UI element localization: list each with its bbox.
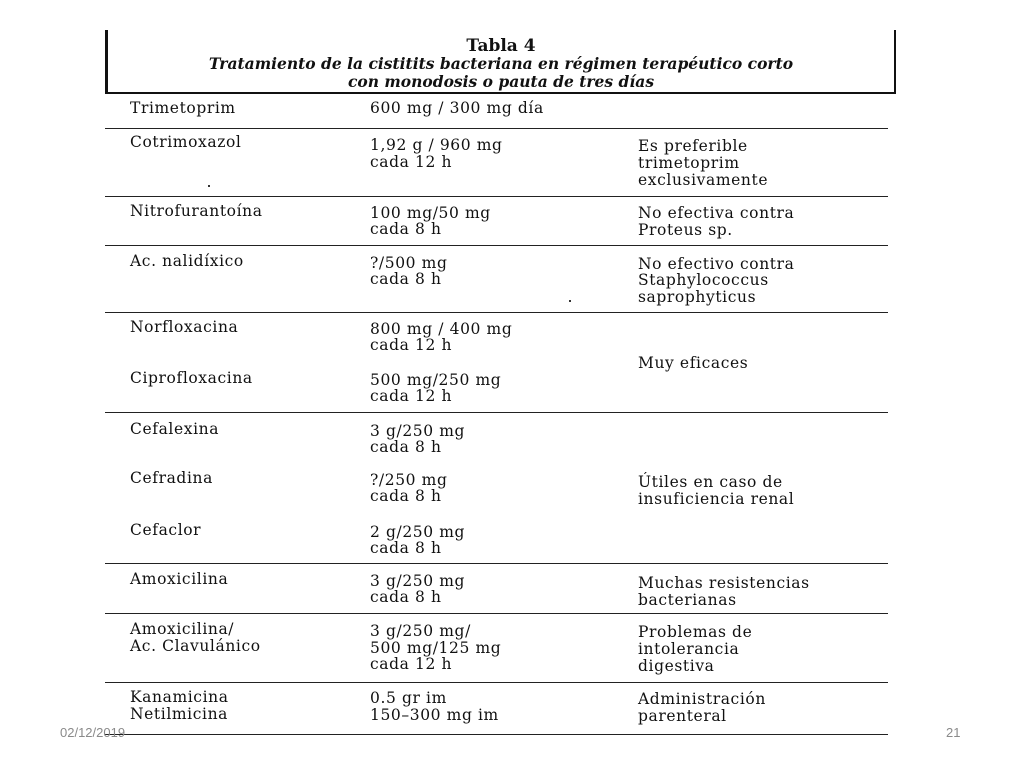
group-note: insuficiencia renal — [638, 490, 795, 508]
scan-speck — [569, 300, 571, 302]
note: No efectivo contra — [638, 255, 795, 273]
note: exclusivamente — [638, 171, 769, 189]
note: parenteral — [638, 707, 727, 725]
dose-frequency: cada 8 h — [370, 270, 442, 288]
dose: 3 g/250 mg/ — [370, 622, 471, 640]
group-note: Muy eficaces — [638, 354, 749, 372]
table-subtitle-line-2: con monodosis o pauta de tres días — [347, 72, 655, 91]
note: Muchas resistencias — [638, 574, 810, 592]
footer-page-number: 21 — [946, 725, 961, 740]
drug-name: Amoxicilina/ — [130, 620, 235, 638]
drug-name: Cotrimoxazol — [130, 133, 242, 151]
group-note: Útiles en caso de — [638, 473, 783, 491]
note: digestiva — [638, 657, 715, 675]
dose: 3 g/250 mg — [370, 572, 466, 590]
note: Problemas de — [638, 623, 753, 641]
dose: 3 g/250 mg — [370, 422, 466, 440]
footer-date: 02/12/2019 — [60, 725, 126, 740]
dose: 1,92 g / 960 mg — [370, 136, 503, 154]
table-heading: Tabla 4 — [466, 36, 536, 56]
drug-name: Kanamicina — [130, 688, 229, 706]
note: bacterianas — [638, 591, 737, 609]
dose: 150–300 mg im — [370, 706, 499, 724]
row-divider — [105, 196, 888, 197]
dose: ?/250 mg — [370, 471, 448, 489]
drug-name: Netilmicina — [130, 705, 228, 723]
drug-name: Nitrofurantoína — [130, 202, 263, 220]
dose: 500 mg/125 mg — [370, 639, 502, 657]
drug-name: Trimetoprim — [130, 99, 236, 117]
note: intolerancia — [638, 640, 740, 658]
dose: 600 mg / 300 mg día — [370, 99, 544, 117]
dose-frequency: cada 8 h — [370, 438, 442, 456]
dose: 800 mg / 400 mg — [370, 320, 513, 338]
table-title-box — [105, 30, 896, 94]
dose-frequency: cada 8 h — [370, 539, 442, 557]
note: saprophyticus — [638, 288, 757, 306]
dose: ?/500 mg — [370, 254, 448, 272]
drug-name: Cefalexina — [130, 420, 220, 438]
dose-frequency: cada 8 h — [370, 588, 442, 606]
dose-frequency: cada 12 h — [370, 387, 453, 405]
note: Proteus sp. — [638, 221, 733, 239]
dose-frequency: cada 8 h — [370, 220, 442, 238]
dose: 500 mg/250 mg — [370, 371, 502, 389]
row-divider — [105, 734, 888, 735]
scan-speck — [208, 185, 210, 187]
dose-frequency: cada 8 h — [370, 487, 442, 505]
drug-name: Cefaclor — [130, 521, 202, 539]
row-divider — [105, 312, 888, 313]
row-divider — [105, 245, 888, 246]
dose-frequency: cada 12 h — [370, 655, 453, 673]
drug-name: Ac. nalidíxico — [130, 252, 244, 270]
dose: 0.5 gr im — [370, 689, 447, 707]
note: Es preferible — [638, 137, 748, 155]
drug-name: Ac. Clavulánico — [130, 637, 261, 655]
note: Staphylococcus — [638, 271, 769, 289]
dose-frequency: cada 12 h — [370, 153, 453, 171]
row-divider — [105, 563, 888, 564]
dose: 2 g/250 mg — [370, 523, 466, 541]
drug-name: Norfloxacina — [130, 318, 239, 336]
note: No efectiva contra — [638, 204, 795, 222]
row-divider — [105, 682, 888, 683]
row-divider — [105, 128, 888, 129]
dose-frequency: cada 12 h — [370, 336, 453, 354]
drug-name: Amoxicilina — [130, 570, 229, 588]
drug-name: Ciprofloxacina — [130, 369, 253, 387]
table-subtitle-line-1: Tratamiento de la cistitits bacteriana en régimen terapéutico corto — [208, 54, 794, 73]
note: trimetoprim — [638, 154, 740, 172]
row-divider — [105, 613, 888, 614]
note: Administración — [638, 690, 766, 708]
dose: 100 mg/50 mg — [370, 204, 491, 222]
drug-name: Cefradina — [130, 469, 213, 487]
row-divider — [105, 412, 888, 413]
